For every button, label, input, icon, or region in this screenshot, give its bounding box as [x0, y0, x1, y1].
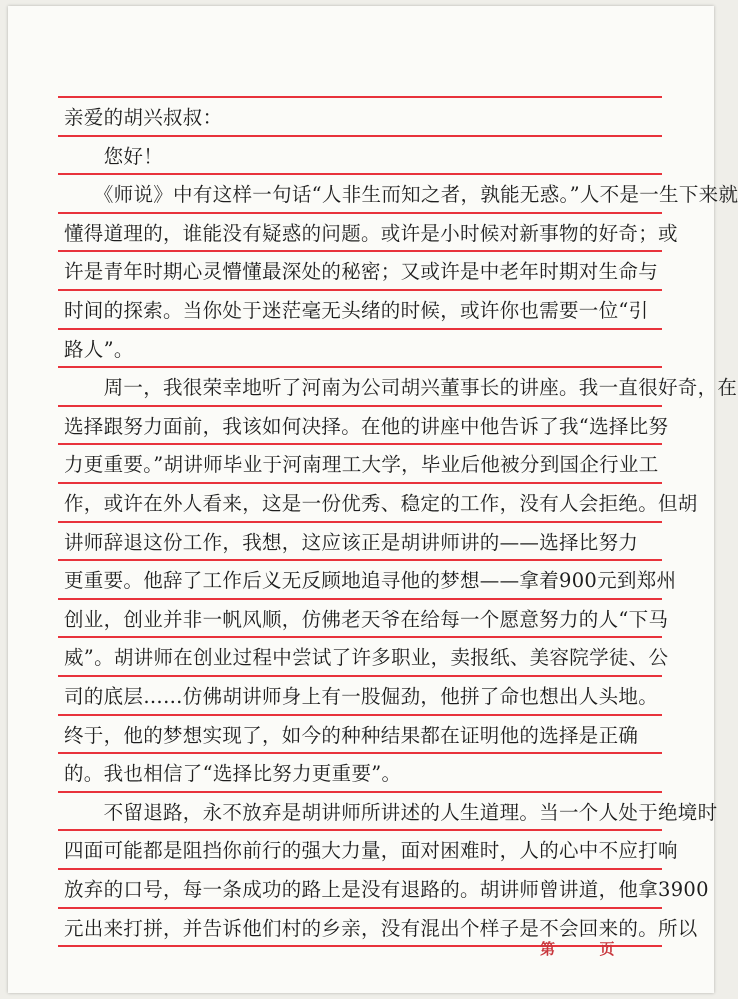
ruled-line: [58, 212, 662, 214]
ruled-line: [58, 250, 662, 252]
ruled-line: [58, 598, 662, 600]
ruled-line: [58, 135, 662, 137]
letter-line: 元出来打拼，并告诉他们村的乡亲，没有混出个样子是不会回来的。所以: [64, 916, 698, 940]
ruled-line: [58, 791, 662, 793]
letter-line: 懂得道理的，谁能没有疑惑的问题。或许是小时候对新事物的好奇；或: [64, 221, 678, 245]
letter-line: 更重要。他辞了工作后义无反顾地追寻他的梦想——拿着900元到郑州: [64, 569, 677, 593]
footer-di: 第: [540, 940, 556, 958]
ruled-line: [58, 521, 662, 523]
footer-ye: 页: [599, 940, 616, 958]
ruled-line: [58, 405, 662, 407]
ruled-line: [58, 443, 662, 445]
page-number-footer: [540, 938, 615, 959]
ruled-line: [58, 328, 662, 330]
letter-line: 作，或许在外人看来，这是一份优秀、稳定的工作，没有人会拒绝。但胡: [64, 492, 698, 515]
letter-line: 周一，我很荣幸地听了河南为公司胡兴董事长的讲座。我一直很好奇，在: [64, 376, 738, 400]
letter-line: 路人”。: [64, 337, 134, 361]
letter-line: 您好！: [64, 144, 164, 168]
letter-line: 创业，创业并非一帆风顺，仿佛老天爷在给每一个愿意努力的人“下马: [64, 607, 669, 631]
letter-line: 终于，他的梦想实现了，如今的种种结果都在证明他的选择是正确: [64, 723, 639, 747]
ruled-line: [58, 289, 662, 291]
letter-line: 的。我也相信了“选择比努力更重要”。: [64, 762, 402, 786]
ruled-line: [58, 752, 662, 754]
ruled-line: [58, 636, 662, 638]
ruled-line: [58, 829, 662, 831]
ruled-line: [58, 675, 662, 677]
ruled-line: [58, 173, 662, 175]
letter-line: 选择跟努力面前，我该如何决择。在他的讲座中他告诉了我“选择比努: [64, 414, 669, 438]
letter-line: 《师说》中有这样一句话“人非生而知之者，孰能无惑。”人不是一生下来就: [64, 183, 738, 207]
ruled-line: [58, 96, 662, 98]
letter-line: 亲爱的胡兴叔叔：: [64, 106, 223, 129]
letter-line: 许是青年时期心灵懵懂最深处的秘密；又或许是中老年时期对生命与: [64, 260, 659, 284]
letter-line: 时间的探索。当你处于迷茫毫无头绪的时候，或许你也需要一位“引: [64, 299, 649, 322]
ruled-line: [58, 559, 662, 561]
letter-line: 不留退路，永不放弃是胡讲师所讲述的人生道理。当一个人处于绝境时: [64, 800, 718, 824]
ruled-line: [58, 714, 662, 716]
ruled-line: [58, 907, 662, 909]
ruled-line: [58, 366, 662, 368]
letter-line: 放弃的口号，每一条成功的路上是没有退路的。胡讲师曾讲道，他拿3900: [64, 878, 709, 901]
ruled-line: [58, 482, 662, 484]
letter-line: 四面可能都是阻挡你前行的强大力量，面对困难时，人的心中不应打响: [64, 839, 678, 863]
letter-line: 威”。胡讲师在创业过程中尝试了许多职业，卖报纸、美容院学徒、公: [64, 646, 669, 670]
letter-line: 司的底层……仿佛胡讲师身上有一股倔劲，他拼了命也想出人头地。: [64, 685, 659, 708]
letter-line: 讲师辞退这份工作，我想，这应该正是胡讲师讲的——选择比努力: [64, 530, 639, 554]
letter-line: 力更重要。”胡讲师毕业于河南理工大学，毕业后他被分到国企行业工: [64, 453, 659, 477]
ruled-line: [58, 868, 662, 870]
